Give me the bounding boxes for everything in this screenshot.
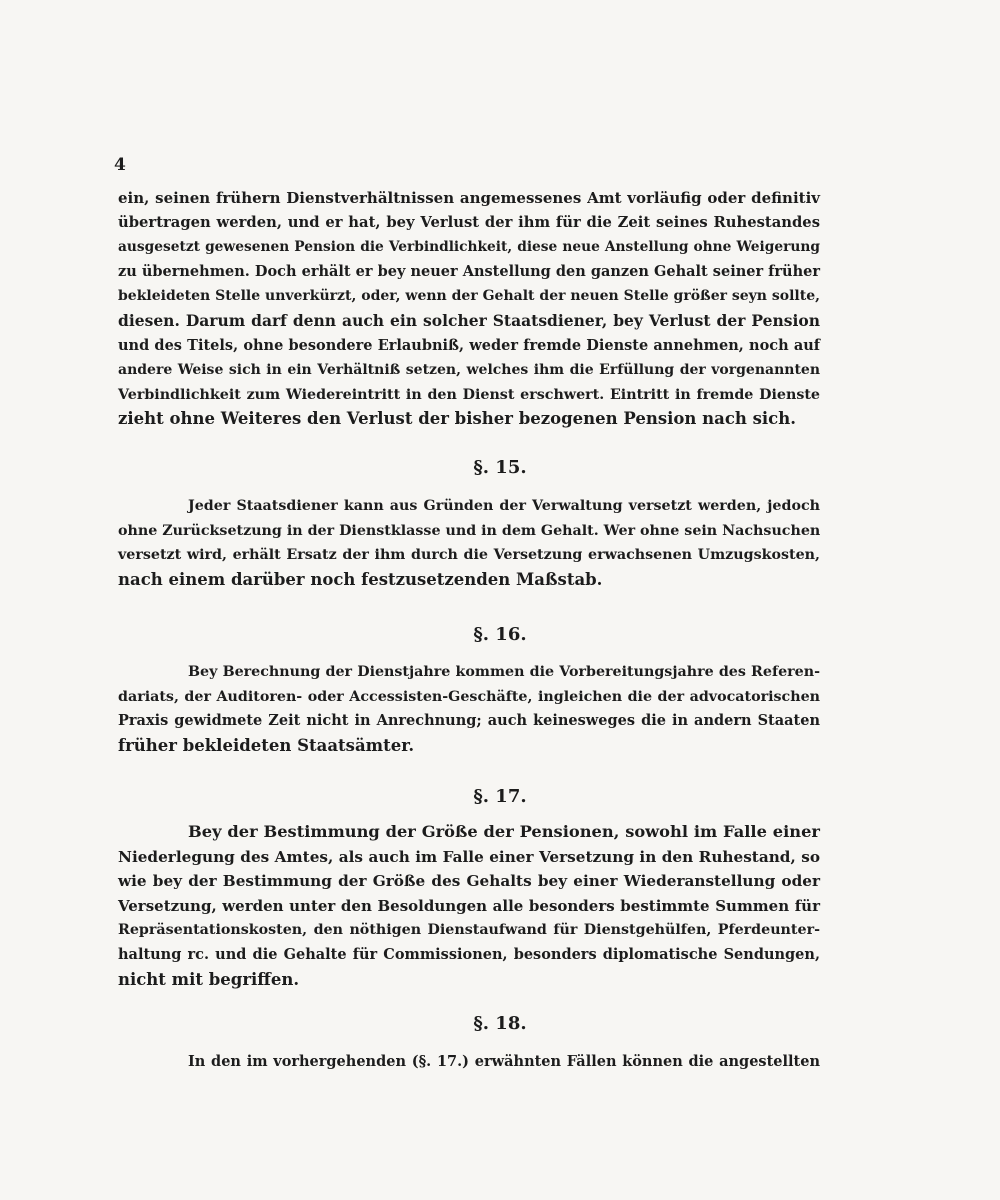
text-line: ausgesetzt gewesenen Pension die Verbindlichkeit, diese neue Anstellung ohne Weigerung — [118, 239, 820, 256]
paragraph-section-15 — [118, 494, 820, 592]
text-line: früher bekleideten Staatsämter. — [118, 735, 415, 755]
text-line: bekleideten Stelle unverkürzt, oder, wenn der Gehalt der neuen Stelle größer seyn sollte, — [118, 288, 820, 305]
text-line: dariats, der Auditoren- oder Accessisten-Geschäfte, ingleichen die der advocatorischen — [118, 688, 820, 705]
paragraph-section-16 — [118, 660, 820, 758]
text-line: haltung rc. und die Gehalte für Commissionen, besonders diplomatische Sendungen, — [118, 945, 820, 963]
text-line: nach einem darüber noch festzusetzenden Maßstab. — [118, 569, 603, 589]
text-line: Praxis gewidmete Zeit nicht in Anrechnung; auch keinesweges die in andern Staaten — [118, 712, 820, 730]
text-line: Bey Berechnung der Dienstjahre kommen die Vorbereitungsjahre des Referen- — [188, 664, 820, 680]
text-line: Bey der Bestimmung der Größe der Pensionen, sowohl im Falle einer — [188, 822, 820, 841]
paragraph-continuation — [118, 186, 820, 432]
text-line: Verbindlichkeit zum Wiedereintritt in den Dienst erschwert. Eintritt in fremde Dienste — [118, 386, 820, 403]
text-line: zu übernehmen. Doch erhält er bey neuer Anstellung den ganzen Gehalt seiner früher — [118, 262, 820, 280]
section-heading-17: §. 17. — [473, 786, 527, 807]
section-heading-18: §. 18. — [473, 1013, 527, 1034]
text-line: wie bey der Bestimmung der Größe des Gehalts bey einer Wiederanstellung oder — [118, 872, 820, 891]
text-line: ein, seinen frühern Dienstverhältnissen angemessenes Amt vorläufig oder definitiv — [118, 189, 820, 207]
text-line: nicht mit begriffen. — [118, 969, 300, 989]
text-line: Niederlegung des Amtes, als auch im Falle einer Versetzung in den Ruhestand, so — [118, 847, 820, 866]
text-line: versetzt wird, erhält Ersatz der ihm durch die Versetzung erwachsenen Umzugskosten, — [118, 547, 820, 564]
text-line: übertragen werden, und er hat, bey Verlust der ihm für die Zeit seines Ruhestandes — [118, 213, 820, 231]
section-heading-15: §. 15. — [473, 457, 527, 478]
paragraph-section-18 — [118, 1050, 820, 1075]
text-line: Versetzung, werden unter den Besoldungen alle besonders bestimmte Summen für — [118, 896, 820, 915]
section-heading-16: §. 16. — [473, 624, 527, 645]
page-number: 4 — [114, 155, 126, 175]
text-line: Repräsentationskosten, den nöthigen Dienstaufwand für Dienstgehülfen, Pferdeunter- — [118, 922, 820, 939]
text-line: zieht ohne Weiteres den Verlust der bisher bezogenen Pension nach sich. — [118, 409, 796, 429]
paragraph-section-17 — [118, 820, 820, 992]
text-line: und des Titels, ohne besondere Erlaubniß, weder fremde Dienste annehmen, noch auf — [118, 336, 820, 354]
text-line: In den im vorhergehenden (§. 17.) erwähnten Fällen können die angestellten — [188, 1053, 820, 1070]
text-line: diesen. Darum darf denn auch ein solcher Staatsdiener, bey Verlust der Pension — [118, 310, 820, 330]
text-line: andere Weise sich in ein Verhältniß setzen, welches ihm die Erfüllung der vorgenannten — [118, 362, 820, 379]
text-line: ohne Zurücksetzung in der Dienstklasse und in dem Gehalt. Wer ohne sein Nachsuchen — [118, 522, 821, 539]
text-line: Jeder Staatsdiener kann aus Gründen der Verwaltung versetzt werden, jedoch — [188, 498, 820, 514]
